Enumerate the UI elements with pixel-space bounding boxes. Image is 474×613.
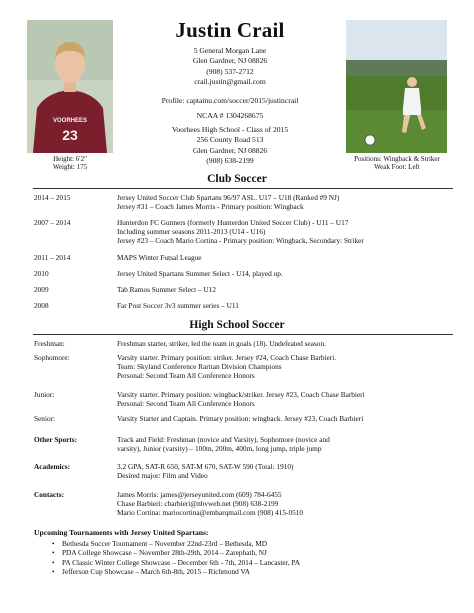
tournament-item: • Jefferson Cup Showcase – March 6th-8th, 2015 – Richmond VA <box>48 567 448 576</box>
contacts-label: Contacts: <box>34 490 64 499</box>
club-divider <box>33 188 453 189</box>
school-line: Voorhees High School - Class of 2015 <box>171 125 289 134</box>
other-sports-line: varsity), Junior (varsity) – 100m, 200m, 400m, long jump, triple jump <box>117 444 322 454</box>
hs-detail-line: Varsity Starter and Captain. Primary position: wingback. Jersey #23, Coach Barbieri <box>117 414 364 423</box>
academics-line: 3.2 GPA, SAT-R 650, SAT-M 670, SAT-W 590 (Total: 1910) <box>117 462 294 471</box>
hs-detail-line: Varsity starter. Primary position: striker. Jersey #24, Coach Chase Barbieri. <box>117 353 337 362</box>
club-row-details <box>117 301 454 310</box>
academics-details <box>117 462 454 480</box>
jersey-text: VOORHEES <box>52 118 88 124</box>
club-row-details <box>117 285 454 294</box>
weak-foot-text: Weak Foot: Left <box>374 163 420 171</box>
club-row-years: 2008 <box>34 301 49 310</box>
tournament-item: • Bethesda Soccer Tournament – November 22nd-23rd – Bethesda, MD <box>48 539 448 548</box>
hs-row-details <box>117 414 454 423</box>
weight-text: Weight: 175 <box>52 163 88 171</box>
action-illustration <box>346 20 447 153</box>
club-soccer-heading: Club Soccer <box>207 173 267 185</box>
club-detail-line: Jersey United Spartans Summer Select - U14, played up. <box>117 269 283 278</box>
hs-divider <box>33 334 453 335</box>
academics-label: Academics: <box>34 462 71 471</box>
club-row-details <box>117 253 454 262</box>
contact-line[interactable]: Chase Barbieri: cbarbieri@nhvweb.net (908) 638-2199 <box>117 499 279 509</box>
school-line: (908) 638-2199 <box>206 156 254 166</box>
hs-detail-line: Team: Skyland Conference Raritan Division Champions <box>117 362 282 372</box>
club-row-years: 2007 – 2014 <box>34 218 71 227</box>
club-row-years: 2011 – 2014 <box>34 253 71 262</box>
player-name: Justin Crail <box>175 18 285 42</box>
player-action-photo <box>346 20 447 153</box>
address-block <box>120 46 340 88</box>
school-block <box>120 125 340 167</box>
contacts-details <box>117 490 454 518</box>
positions-caption <box>340 155 454 171</box>
other-sports-line: Track and Field: Freshman (novice and Varsity), Sophomore (novice and <box>117 435 330 444</box>
hs-detail-line: Freshman starter, striker, led the team in goals (18). Undefeated season. <box>117 339 326 348</box>
tournaments-list <box>48 539 448 577</box>
club-row-years: 2010 <box>34 269 49 278</box>
tournament-item: • PDA College Showcase – November 28th-29th, 2014 – Zarephath, NJ <box>48 548 448 557</box>
school-line: 256 County Road 513 <box>196 135 264 145</box>
academics-line: Desired major: Film and Video <box>117 471 208 481</box>
hs-detail-line: Personal: Second Team All Conference Honors <box>117 399 255 409</box>
club-detail-line: Far Post Soccer 3v3 summer series – U11 <box>117 301 239 310</box>
club-detail-line: Jersey United Soccer Club Spartans 96/97 ASL. U17 – U18 (Ranked #9 NJ) <box>117 193 340 202</box>
address-line: Glen Gardner, NJ 08826 <box>192 56 268 66</box>
hs-row-details <box>117 390 454 408</box>
tournaments-heading: Upcoming Tournaments with Jersey United Spartans: <box>34 528 209 537</box>
player-portrait-photo <box>27 20 113 153</box>
email-line: crail.justin@gmail.com <box>194 77 266 87</box>
hs-row-year: Sophomore: <box>34 353 70 362</box>
club-detail-line: Jersey #31 – Coach James Morris - Primary position: Wingback <box>117 202 304 212</box>
hs-row-details <box>117 339 454 348</box>
club-row-details <box>117 269 454 278</box>
contact-line[interactable]: Mario Cortina: mariocortina@embarqmail.com (908) 415-0510 <box>117 508 304 518</box>
club-row-years: 2014 – 2015 <box>34 193 71 202</box>
hs-row-year: Freshman: <box>34 339 65 348</box>
ncaa-number: NCAA # 1304268675 <box>196 111 264 120</box>
club-detail-line: Jersey #23 – Coach Mario Cortina - Primary position: Wingback, Secondary: Striker <box>117 236 364 246</box>
phone-line: (908) 537-2712 <box>206 66 254 76</box>
club-row-details <box>117 193 454 211</box>
portrait-illustration <box>27 20 113 153</box>
school-line: Glen Gardner, NJ 08826 <box>192 145 268 155</box>
address-line: 5 General Morgan Lane <box>193 46 267 55</box>
hs-row-details <box>117 353 454 381</box>
hs-row-year: Junior: <box>34 390 55 399</box>
height-text: Height: 6'2" <box>53 155 87 163</box>
club-detail-line: Including summer seasons 2011-2013 (U14 - U16) <box>117 227 266 237</box>
positions-text: Positions: Wingback & Striker <box>354 155 440 163</box>
high-school-soccer-heading: High School Soccer <box>189 319 285 331</box>
tournament-item: • PA Classic Winter College Showcase – December 6th - 7th, 2014 – Lancaster, PA <box>48 558 448 567</box>
other-sports-details <box>117 435 454 453</box>
hs-detail-line: Varsity starter. Primary position: wingback/striker. Jersey #23, Coach Chase Barbieri <box>117 390 365 399</box>
club-detail-line: Tab Ramos Summer Select – U12 <box>117 285 216 294</box>
hs-row-year: Senior: <box>34 414 56 423</box>
other-sports-label: Other Sports: <box>34 435 78 444</box>
club-detail-line: MAPS Winter Futsal League <box>117 253 202 262</box>
profile-link[interactable]: Profile: captainu.com/soccer/2015/justincrail <box>161 96 299 105</box>
jersey-number: 23 <box>62 127 78 143</box>
player-measurements-caption <box>27 155 113 171</box>
club-detail-line: Hunterdon FC Gunners (formerly Hunterdon United Soccer Club) - U11 – U17 <box>117 218 349 227</box>
club-row-years: 2009 <box>34 285 49 294</box>
hs-detail-line: Personal: Second Team All Conference Honors <box>117 371 255 381</box>
contact-line[interactable]: James Morris: james@jerseyunited.com (609) 784-6455 <box>117 490 282 499</box>
club-row-details <box>117 218 454 246</box>
